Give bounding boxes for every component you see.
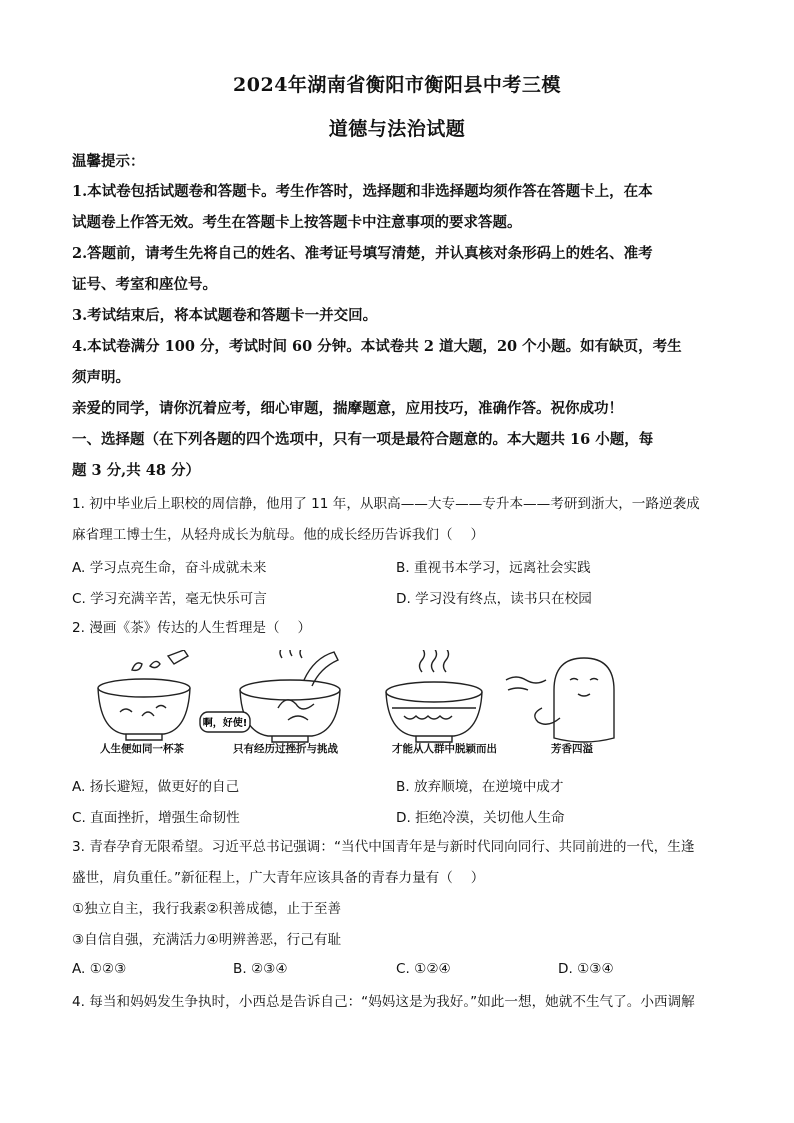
exam-title: 2024年湖南省衡阳市衡阳县中考三模 xyxy=(233,74,561,96)
tip-3: 3.考试结束后，将本试题卷和答题卡一并交回。 xyxy=(72,307,378,324)
q3-statements-1: ①独立自主，我行我素②积善成德，止于至善 xyxy=(72,901,342,917)
greeting: 亲爱的同学，请你沉着应考，细心审题，揣摩题意，应用技巧，准确作答。祝你成功！ xyxy=(72,400,623,417)
q2-option-b: B. 放弃顺境，在逆境中成才 xyxy=(396,779,564,795)
section-1-heading: 一、选择题（在下列各题的四个选项中，只有一项是最符合题意的。本大题共 16 小题，每 xyxy=(72,431,654,448)
tip-1-cont: 试题卷上作答无效。考生在答题卡上按答题卡中注意事项的要求答题。 xyxy=(72,214,522,231)
tea-bowl-3-illustration xyxy=(386,650,482,742)
q1-stem-cont: 麻省理工博士生，从轻舟成长为航母。他的成长经历告诉我们（ ） xyxy=(72,527,485,543)
q3-statements-2: ③自信自强，充满活力④明辨善恶，行己有耻 xyxy=(72,932,342,948)
tip-4: 4.本试卷满分 100 分，考试时间 60 分钟。本试卷共 2 道大题，20 个小题。如有缺页，考生 xyxy=(72,338,682,355)
tea-bowl-2-illustration xyxy=(240,650,340,742)
q2-option-d: D. 拒绝冷漠，关切他人生命 xyxy=(396,810,565,826)
q3-stem: 3. 青春孕育无限希望。习近平总书记强调：“当代中国青年是与新时代同向同行、共同前进的一代，生逢 xyxy=(72,839,695,855)
q1-option-a: A. 学习点亮生命，奋斗成就未来 xyxy=(72,560,267,576)
section-1-heading-cont: 题 3 分,共 48 分） xyxy=(72,462,201,479)
cartoon-caption-3: 才能从人群中脱颖而出 xyxy=(392,743,497,755)
cartoon-caption-1: 人生便如同一杯茶 xyxy=(100,743,184,755)
q3-stem-cont: 盛世，肩负重任。”新征程上，广大青年应该具备的青春力量有（ ） xyxy=(72,870,485,886)
tip-2: 2.答题前，请考生先将自己的姓名、准考证号填写清楚，并认真核对条形码上的姓名、准考 xyxy=(72,245,653,262)
tip-1: 1.本试卷包括试题卷和答题卡。考生作答时，选择题和非选择题均须作答在答题卡上，在本 xyxy=(72,183,653,200)
q3-option-a: A. ①②③ xyxy=(72,961,127,977)
q2-option-a: A. 扬长避短，做更好的自己 xyxy=(72,779,240,795)
q1-option-c: C. 学习充满辛苦，毫无快乐可言 xyxy=(72,591,267,607)
tea-bowl-1-illustration xyxy=(98,650,190,740)
q1-option-b: B. 重视书本学习，远离社会实践 xyxy=(396,560,591,576)
q2-option-c: C. 直面挫折，增强生命韧性 xyxy=(72,810,240,826)
q4-stem: 4. 每当和妈妈发生争执时，小西总是告诉自己：“妈妈这是为我好。”如此一想，她就不生气了。小西调解 xyxy=(72,994,695,1010)
cartoon-caption-2: 只有经历过挫折与挑战 xyxy=(233,743,338,755)
q2-stem: 2. 漫画《茶》传达的人生哲理是（ ） xyxy=(72,620,312,636)
exam-subject: 道德与法治试题 xyxy=(328,118,466,140)
q1-option-d: D. 学习没有终点，读书只在校园 xyxy=(396,591,592,607)
tip-2-cont: 证号、考室和座位号。 xyxy=(72,276,217,293)
tips-heading: 温馨提示： xyxy=(72,153,145,170)
cartoon-caption-4: 芳香四溢 xyxy=(551,743,593,755)
q3-option-c: C. ①②④ xyxy=(396,961,451,977)
q3-option-b: B. ②③④ xyxy=(233,961,288,977)
q1-stem: 1. 初中毕业后上职校的周信静，他用了 11 年，从职高——大专——专升本——考研到浙大，一路逆袭成 xyxy=(72,496,700,512)
tip-4-cont: 须声明。 xyxy=(72,369,130,386)
q3-option-d: D. ①③④ xyxy=(558,961,614,977)
character-smelling-illustration xyxy=(506,658,614,742)
speech-bubble-text: 啊，好使! xyxy=(202,718,248,729)
